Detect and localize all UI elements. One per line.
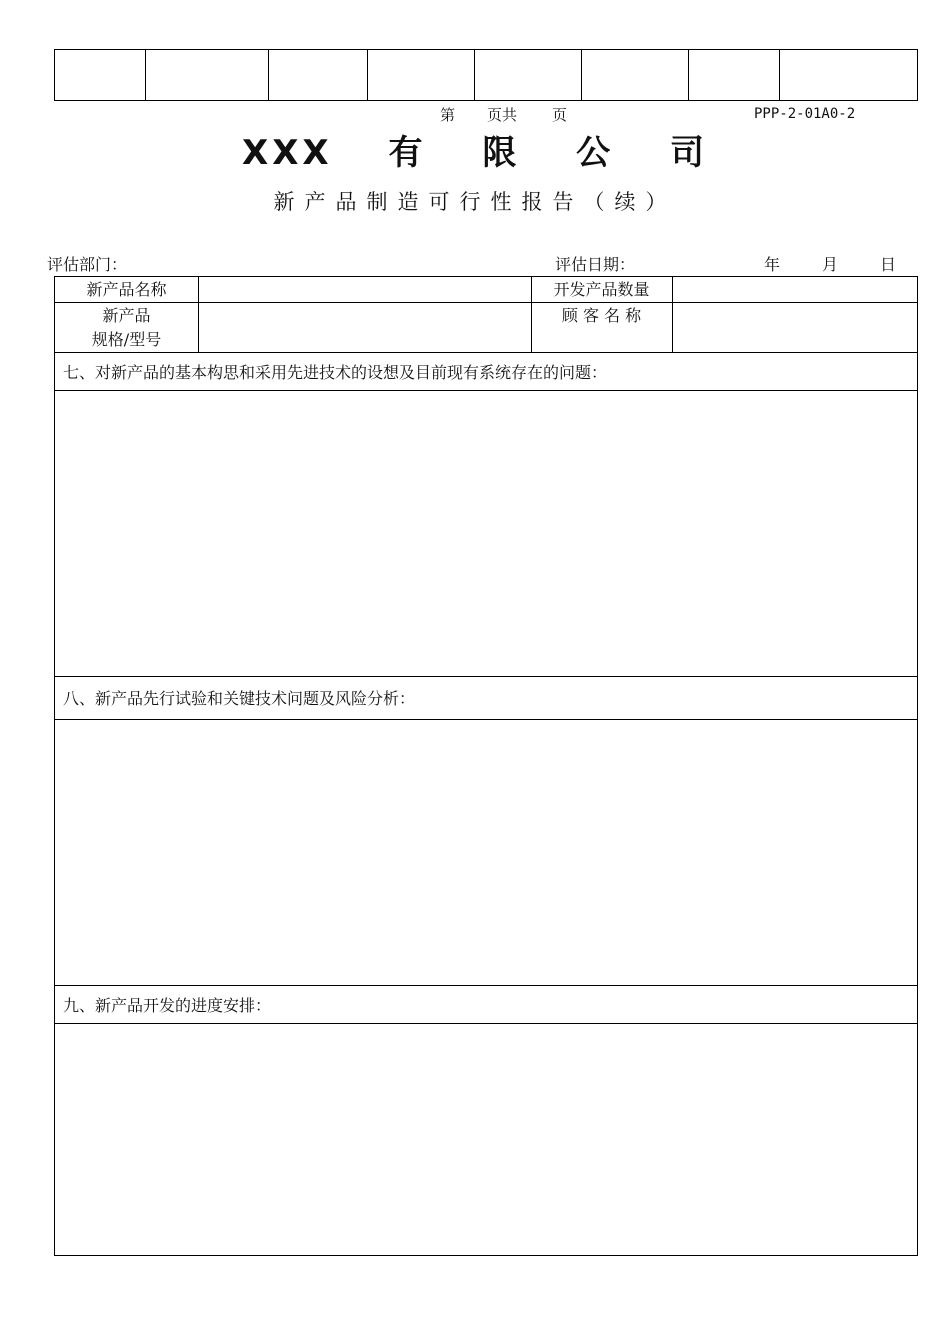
company-title: XXX 有 限 公 司 — [242, 133, 708, 173]
section-8-title: 八、新产品先行试验和关键技术问题及风险分析： — [63, 689, 416, 708]
header-strip-cell — [475, 50, 582, 100]
customer-name-field[interactable] — [673, 303, 917, 352]
header-strip-cell — [146, 50, 269, 100]
page-label-yegong: 页共 — [487, 106, 518, 124]
document-code: PPP-2-01A0-2 — [754, 106, 856, 122]
product-name-label: 新产品名称 — [86, 280, 167, 299]
header-strip-cell — [780, 50, 917, 100]
form-divider — [55, 985, 917, 986]
month-label: 月 — [822, 255, 839, 274]
page-label-ye: 页 — [552, 106, 568, 124]
product-name-field[interactable] — [199, 277, 531, 302]
header-strip-cell — [55, 50, 146, 100]
eval-date-label: 评估日期： — [555, 255, 636, 274]
customer-name-label: 顾 客 名 称 — [561, 306, 642, 325]
form-divider — [55, 352, 917, 353]
day-label: 日 — [880, 255, 897, 274]
section-9-content[interactable] — [55, 1024, 917, 1255]
header-strip-cell — [689, 50, 780, 100]
section-8-content[interactable] — [55, 720, 917, 985]
header-strip — [54, 49, 918, 101]
header-strip-cell — [582, 50, 689, 100]
year-label: 年 — [764, 255, 781, 274]
section-9-title: 九、新产品开发的进度安排： — [63, 996, 272, 1015]
dev-quantity-field[interactable] — [673, 277, 917, 302]
report-title: 新产品制造可行性报告（续） — [273, 190, 677, 214]
spec-label-line2: 规格/型号 — [91, 330, 162, 349]
page-label-di: 第 — [440, 106, 456, 124]
header-strip-cell — [269, 50, 368, 100]
section-7-title: 七、对新产品的基本构思和采用先进技术的设想及目前现有系统存在的问题： — [63, 363, 608, 382]
header-strip-cell — [368, 50, 475, 100]
feasibility-form — [54, 276, 918, 1256]
spec-field[interactable] — [199, 303, 531, 352]
spec-label-line1: 新产品 — [102, 306, 151, 325]
dev-quantity-label: 开发产品数量 — [553, 280, 650, 299]
form-divider — [55, 676, 917, 677]
section-7-content[interactable] — [55, 391, 917, 676]
eval-dept-label: 评估部门： — [47, 255, 128, 274]
